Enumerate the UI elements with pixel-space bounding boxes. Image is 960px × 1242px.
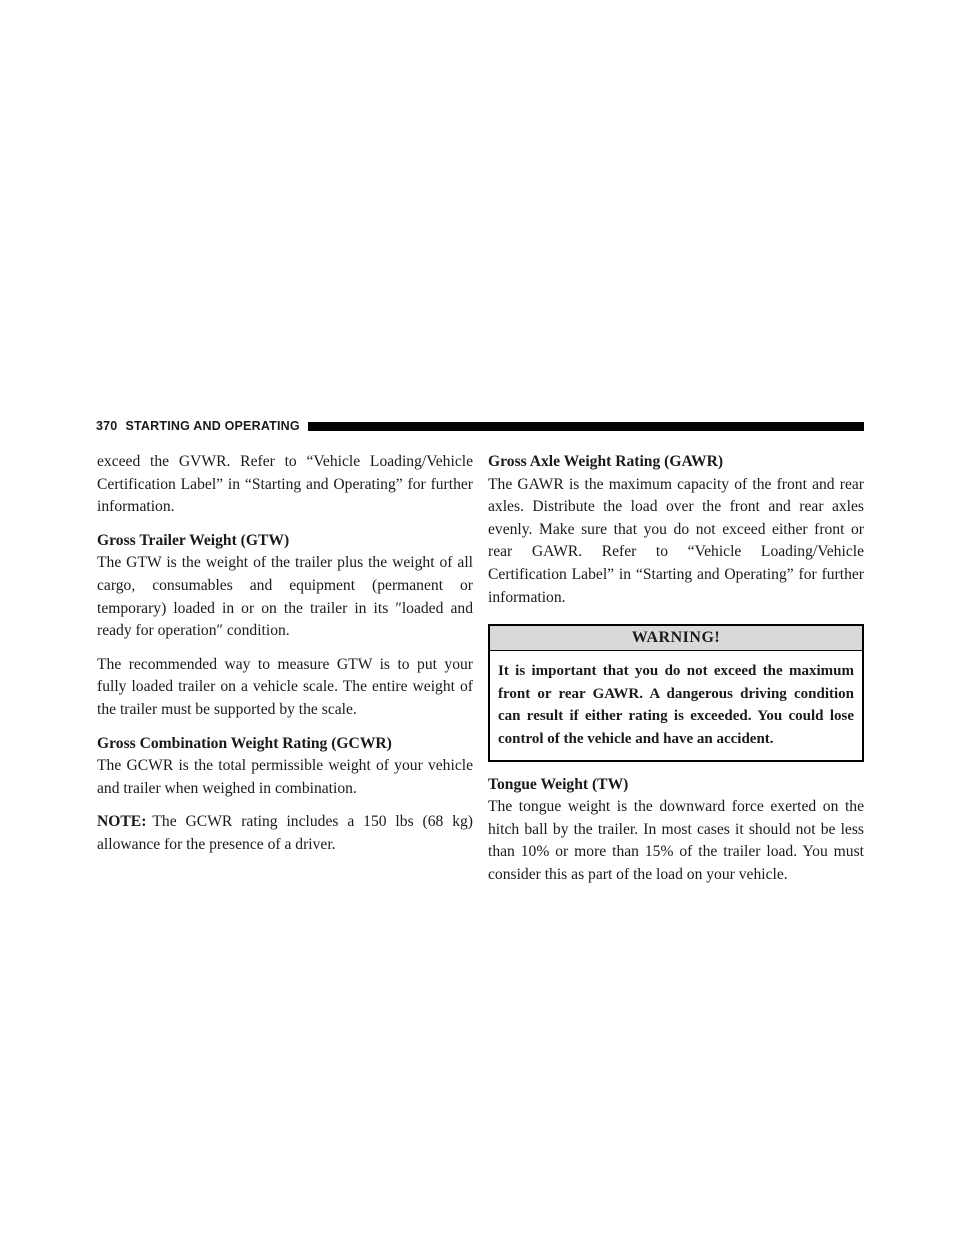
section-title: STARTING AND OPERATING: [125, 419, 300, 433]
warning-title: WARNING!: [490, 626, 862, 651]
note-label: NOTE:: [97, 813, 147, 831]
gawr-heading: Gross Axle Weight Rating (GAWR): [488, 453, 724, 470]
header-rule: [308, 422, 864, 431]
gtw-paragraph: The GTW is the weight of the trailer plus the weight of all cargo, consumables and equipment (permanent or temporary) loaded in or on the trailer in its ″loaded and ready for operation″ condition.: [97, 554, 473, 640]
warning-box: [488, 624, 864, 761]
gtw-heading: Gross Trailer Weight (GTW): [97, 531, 290, 549]
page-header: [96, 418, 864, 434]
intro-paragraph: exceed the GVWR. Refer to “Vehicle Loading/Vehicle Certification Label” in “Starting and Operating” for further information.: [97, 453, 473, 516]
gtw-measure-paragraph: The recommended way to measure GTW is to put your fully loaded trailer on a vehicle scale. The entire weight of the trailer must be supported by the scale.: [97, 655, 473, 718]
left-column: [97, 451, 473, 857]
page-number: 370: [96, 419, 118, 433]
gcwr-paragraph: The GCWR is the total permissible weight of your vehicle and trailer when weighed in combination.: [97, 757, 473, 797]
warning-text: It is important that you do not exceed the maximum front or rear GAWR. A dangerous driving condition can result if either rating is exceeded. You could lose control of the vehicle and have an accident.: [498, 663, 854, 747]
gawr-paragraph: The GAWR is the maximum capacity of the front and rear axles. Distribute the load over the front and rear axles evenly. Make sure that you do not exceed either front or rear GAWR. Refer to “Vehicle Loading/Vehicle Certification Label” in “Starting and Operating” for further information.: [488, 475, 864, 606]
note-paragraph: [97, 811, 473, 856]
note-text: The GCWR rating includes a 150 lbs (68 kg) allowance for the presence of a driver.: [97, 813, 473, 853]
tw-heading: Tongue Weight (TW): [488, 775, 629, 793]
gcwr-heading: Gross Combination Weight Rating (GCWR): [97, 734, 392, 752]
tw-paragraph: The tongue weight is the downward force exerted on the hitch ball by the trailer. In most cases it should not be less than 10% or more than 15% of the trailer load. You must consider this as part of the load on your vehicle.: [488, 798, 864, 883]
right-column: [488, 451, 864, 887]
